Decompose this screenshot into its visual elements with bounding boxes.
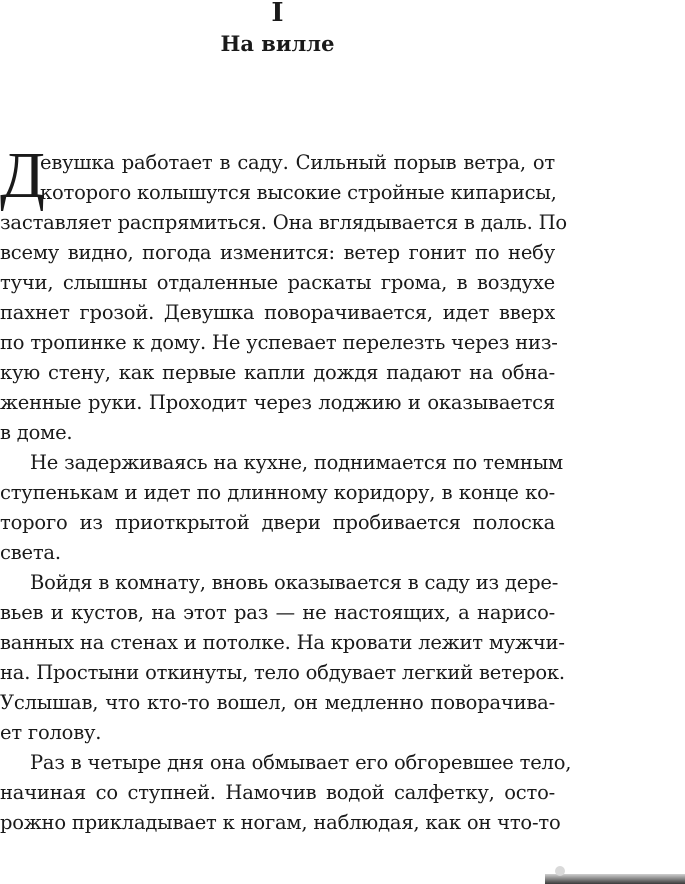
text-line: которого колышутся высокие стройные кипарисы, bbox=[40, 181, 557, 204]
text-line: ванных на стенах и потолке. На кровати лежит мужчи- bbox=[0, 631, 565, 654]
text-line: тучи, слышны отдаленные раскаты грома, в воздухе bbox=[0, 271, 555, 294]
text-line: вьев и кустов, на этот раз — не настоящих, а нарисо- bbox=[0, 601, 555, 624]
text-line: женные руки. Проходит через лоджию и оказывается bbox=[0, 391, 555, 414]
text-line: начиная со ступней. Намочив водой салфетку, осто- bbox=[0, 781, 555, 804]
chapter-number: I bbox=[271, 0, 284, 28]
text-line: в доме. bbox=[0, 421, 73, 444]
text-line: на. Простыни откинуты, тело обдувает легкий ветерок. bbox=[0, 661, 565, 684]
text-line: по тропинке к дому. Не успевает перелезть через низ- bbox=[0, 331, 558, 354]
text-line: Не задерживаясь на кухне, поднимается по темным bbox=[30, 451, 564, 474]
text-line: рожно прикладывает к ногам, наблюдая, как он что-то bbox=[0, 811, 561, 834]
text-line: света. bbox=[0, 541, 61, 564]
page-shadow bbox=[545, 874, 685, 884]
chapter-title: На вилле bbox=[220, 31, 335, 56]
text-line: Раз в четыре дня она обмывает его обгоревшее тело, bbox=[30, 751, 572, 774]
text-line: ет голову. bbox=[0, 721, 102, 744]
drop-cap: Д bbox=[0, 139, 46, 212]
page-corner-dot bbox=[555, 866, 565, 876]
text-line: ступенькам и идет по длинному коридору, в конце ко- bbox=[0, 481, 555, 504]
text-line: всему видно, погода изменится: ветер гонит по небу bbox=[0, 241, 555, 264]
text-line: пахнет грозой. Девушка поворачивается, идет вверх bbox=[0, 301, 555, 324]
text-line: Услышав, что кто-то вошел, он медленно поворачива- bbox=[0, 691, 555, 714]
page-corner bbox=[545, 860, 685, 884]
text-line: заставляет распрямиться. Она вглядывается в даль. По bbox=[0, 211, 567, 234]
text-line: кую стену, как первые капли дождя падают на обна- bbox=[0, 361, 555, 384]
text-line: евушка работает в саду. Сильный порыв ветра, от bbox=[40, 151, 555, 174]
body-text bbox=[0, 139, 572, 838]
text-line: Войдя в комнату, вновь оказывается в саду из дере- bbox=[30, 571, 559, 594]
text-line: торого из приоткрытой двери пробивается полоска bbox=[0, 511, 555, 534]
